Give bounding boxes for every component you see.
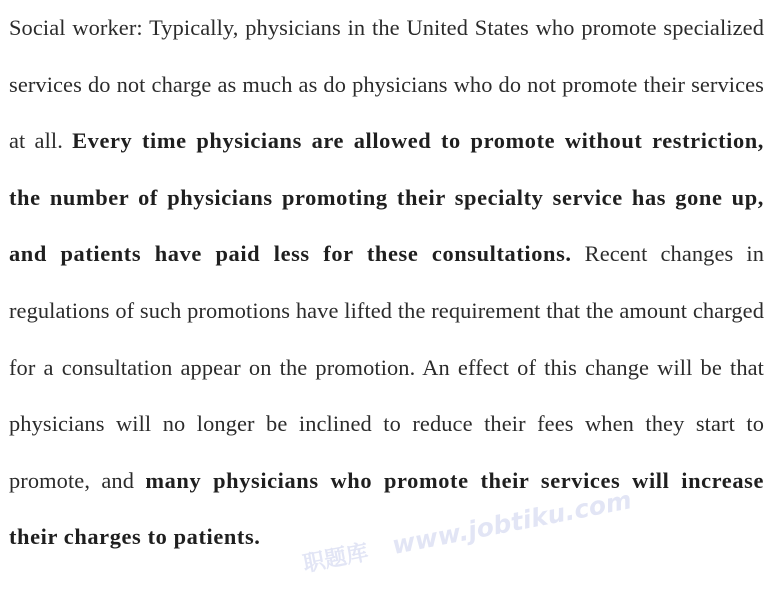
passage-middle: Recent changes in regulations of such promotions have lifted the requirement that the amount charged for a consultation appear on the promotion. An effect of this change will be that physicians will no longer be inclined to reduce their fees when they start to promote, and: [9, 241, 764, 493]
watermark-url: www.jobtiku.com: [389, 485, 635, 561]
passage-intro: Social worker: Typically, physicians in the United States who promote specialized services do not charge as much as do physicians who do not promote their services at all.: [9, 15, 764, 154]
watermark-chinese: 职题库: [300, 540, 371, 578]
bold-evidence-statement: Every time physicians are allowed to promote without restriction, the number of physicians promoting their specialty service has gone up, and patients have paid less for these consultations.: [9, 128, 764, 267]
passage-text: [9, 0, 764, 566]
bold-conclusion-statement: many physicians who promote their services will increase their charges to patients.: [9, 467, 764, 550]
